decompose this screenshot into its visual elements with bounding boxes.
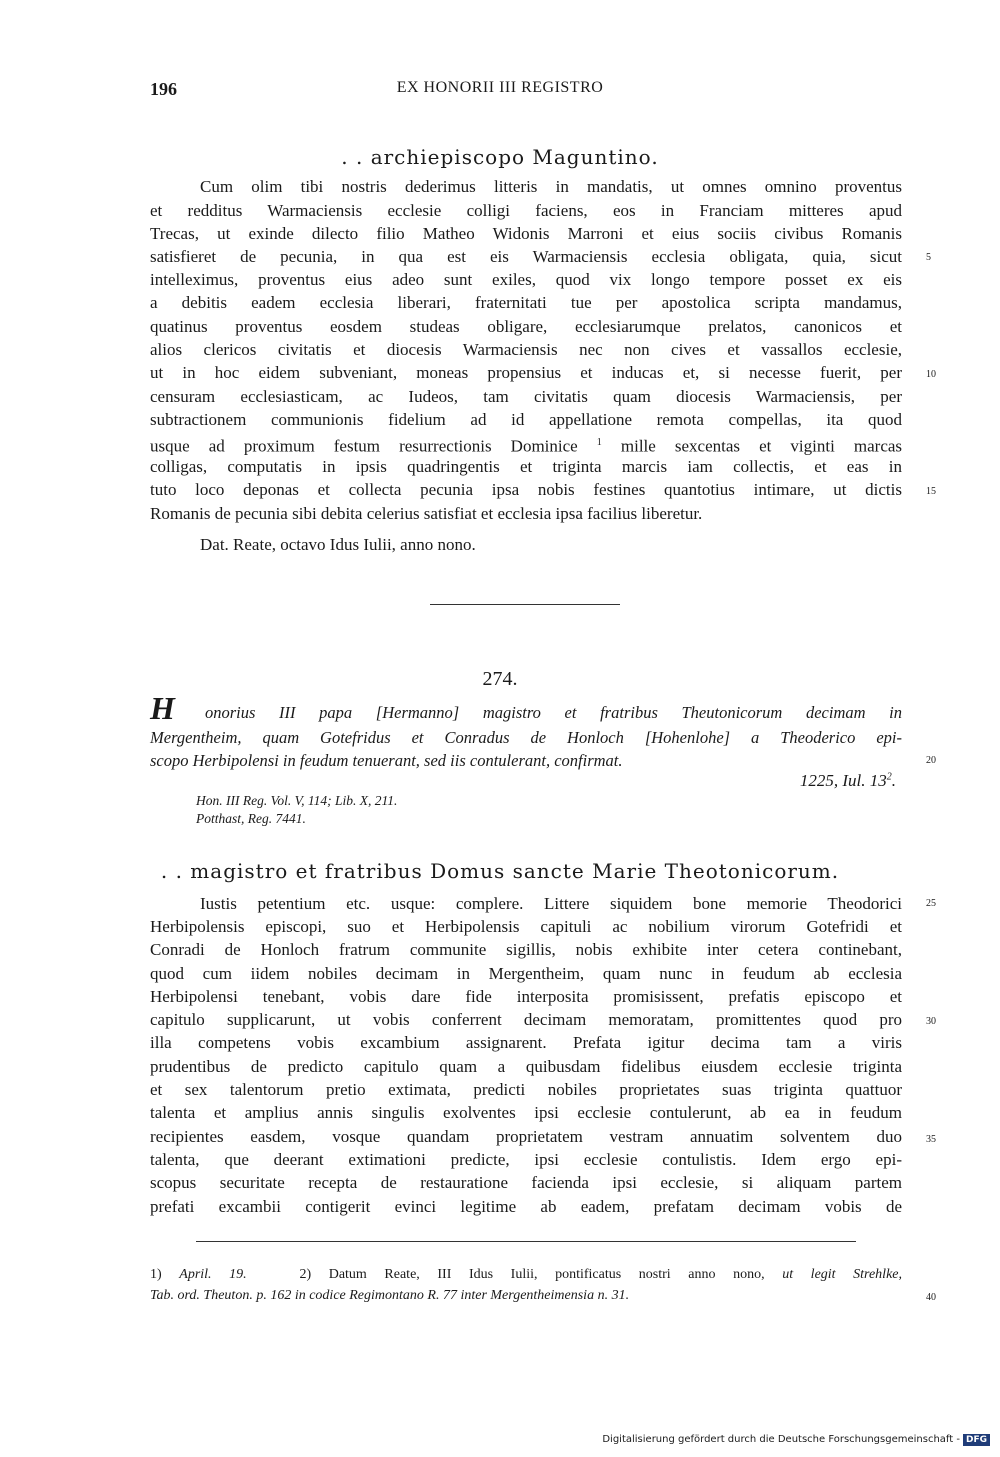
text-line: ut in hoc eidem subveniant, moneas propensius et inducas et, si necesse fuerit, per	[150, 363, 902, 382]
margin-line-number: 35	[926, 1134, 936, 1145]
letter-heading: . . magistro et fratribus Domus sancte Marie Theotonicorum.	[160, 859, 840, 883]
text-line: censuram ecclesiasticam, ac Iudeos, tam civitatis quam diocesis Warmaciensis, per	[150, 387, 902, 406]
text-line: tuto loco deponas et collecta pecunia ipsa nobis festines quantotius intimare, ut dictis	[150, 480, 902, 499]
document-date	[600, 771, 896, 791]
text-line: prefati excambii contigerit evinci legitime ab eadem, prefatam decimam vobis de	[150, 1197, 902, 1216]
text-line: Herbipolensi tenebant, vobis dare fide interposita promisissent, prefatis episcopo et	[150, 987, 902, 1006]
text-segment: mille sexcentas et viginti marcas	[620, 436, 903, 456]
document-number: 274.	[482, 668, 518, 690]
footnote-marker: 1)	[150, 1267, 180, 1282]
margin-line-number: 15	[926, 486, 936, 497]
date-text: 1225, Iul. 13	[799, 771, 887, 790]
margin-line-number: 5	[926, 252, 931, 263]
text-line: quod cum iidem nobiles decimam in Mergentheim, quam nunc in feudum ab ecclesia	[150, 964, 902, 983]
text-line: Herbipolensis episcopi, suo et Herbipolensis capituli ac nobilium virorum Gotefridi et	[150, 917, 902, 936]
text-line: Trecas, ut exinde dilecto filio Matheo Widonis Marroni et eius sociis civibus Romanis	[150, 224, 902, 243]
drop-cap: H	[150, 690, 175, 726]
letter-heading: . . archiepiscopo Maguntino.	[341, 145, 659, 169]
source-citation: Potthast, Reg. 7441.	[196, 811, 306, 826]
digitization-credit	[602, 1434, 990, 1446]
date-end: .	[891, 771, 896, 790]
text-line: alios clericos civitatis et diocesis Warmaciensis nec non cives et vassallos ecclesie,	[150, 340, 902, 359]
text-line: Romanis de pecunia sibi debita celerius satisfiat et ecclesia ipsa facilius liberetur.	[150, 504, 703, 523]
text-line: satisfieret de pecunia, in qua est eis Warmaciensis ecclesia obligata, quia, sicut	[150, 247, 902, 266]
text-line: Iustis petentium etc. usque: complere. Littere siquidem bone memorie Theodorici	[200, 894, 902, 913]
text-line: subtractionem communionis fidelium ad id appellatione remota compellas, ita quod	[150, 410, 902, 429]
footnote-line	[150, 1264, 902, 1285]
source-citation: Hon. III Reg. Vol. V, 114; Lib. X, 211.	[196, 793, 398, 808]
credit-text: Digitalisierung gefördert durch die Deutsche Forschungsgemeinschaft -	[602, 1434, 960, 1445]
running-title: EX HONORII III REGISTRO	[396, 79, 604, 96]
margin-line-number: 25	[926, 898, 936, 909]
summary-line: Mergentheim, quam Gotefridus et Conradus de Honloch [Hohenlohe] a Theoderico epi-	[150, 728, 902, 747]
text-line: prudentibus de predicto capitulo quam a quibusdam fidelibus eiusdem ecclesie triginta	[150, 1057, 902, 1076]
text-line: scopus securitate recepta de restauratione facienda ipsi ecclesie, si aliquam partem	[150, 1173, 902, 1192]
summary-line: onorius III papa [Hermanno] magistro et fratribus Theutonicorum decimam in	[205, 703, 902, 722]
text-line: Cum olim tibi nostris dederimus litteris in mandatis, ut omnes omnino proventus	[200, 177, 902, 196]
footnote-rule	[196, 1241, 856, 1242]
footnote-text: ut legit Strehlke,	[782, 1267, 903, 1282]
text-line: a debitis eadem ecclesia liberari, fraternitati tue per apostolica scripta mandamus,	[150, 293, 902, 312]
text-line: recipientes easdem, vosque quandam proprietatem vestram annuatim solventem duo	[150, 1127, 902, 1146]
text-line: talenta et amplius annis singulis exolventes ipsi ecclesie contulerunt, ab ea in feudum	[150, 1103, 902, 1122]
footnote-line: Tab. ord. Theuton. p. 162 in codice Regimontano R. 77 inter Mergentheimensia n. 31.	[150, 1288, 630, 1303]
margin-line-number: 30	[926, 1016, 936, 1027]
text-line: et redditus Warmaciensis ecclesie colligi faciens, eos in Franciam mitteres apud	[150, 201, 902, 220]
text-line: intelleximus, proventus eius adeo sunt exiles, quod vix longo tempore posset ex eis	[150, 270, 902, 289]
footnote-ref: 1	[596, 437, 602, 448]
margin-line-number: 40	[926, 1292, 936, 1303]
summary-line: scopo Herbipolensi in feudum tenuerant, sed iis contulerant, confirmat.	[150, 751, 623, 770]
footnote-text: 2) Datum Reate, III Idus Iulii, pontificatus nostri anno nono,	[246, 1267, 783, 1282]
section-divider	[430, 604, 620, 605]
text-line: Conradi de Honloch fratrum communite sigillis, nobis exhibite inter cetera continebant,	[150, 940, 902, 959]
text-line: et sex talentorum pretio extimata, predicti nobiles proprietates suas triginta quattuor	[150, 1080, 902, 1099]
text-line	[150, 431, 902, 458]
footnote-text: April. 19.	[179, 1267, 247, 1282]
text-line: talenta, que deerant extimationi predicte, ipsi ecclesie contulistis. Idem ergo epi-	[150, 1150, 902, 1169]
margin-line-number: 20	[926, 755, 936, 766]
text-line: colligas, computatis in ipsis quadringentis et triginta marcis iam collectis, et eas in	[150, 457, 902, 476]
margin-line-number: 10	[926, 369, 936, 380]
text-line: illa competens vobis excambium assignarent. Prefata igitur decima tam a viris	[150, 1033, 902, 1052]
page-number: 196	[150, 79, 177, 99]
dating-clause: Dat. Reate, octavo Idus Iulii, anno nono.	[200, 535, 476, 554]
footnote-ref: 2	[886, 771, 892, 783]
dfg-logo: DFG	[963, 1434, 990, 1446]
text-line: capitulo supplicarunt, ut vobis conferrent decimam memoratam, promittentes quod pro	[150, 1010, 902, 1029]
text-segment: usque ad proximum festum resurrectionis Dominice	[150, 436, 578, 456]
text-line: quatinus proventus eosdem studeas obligare, ecclesiarumque prelatos, canonicos et	[150, 317, 902, 336]
